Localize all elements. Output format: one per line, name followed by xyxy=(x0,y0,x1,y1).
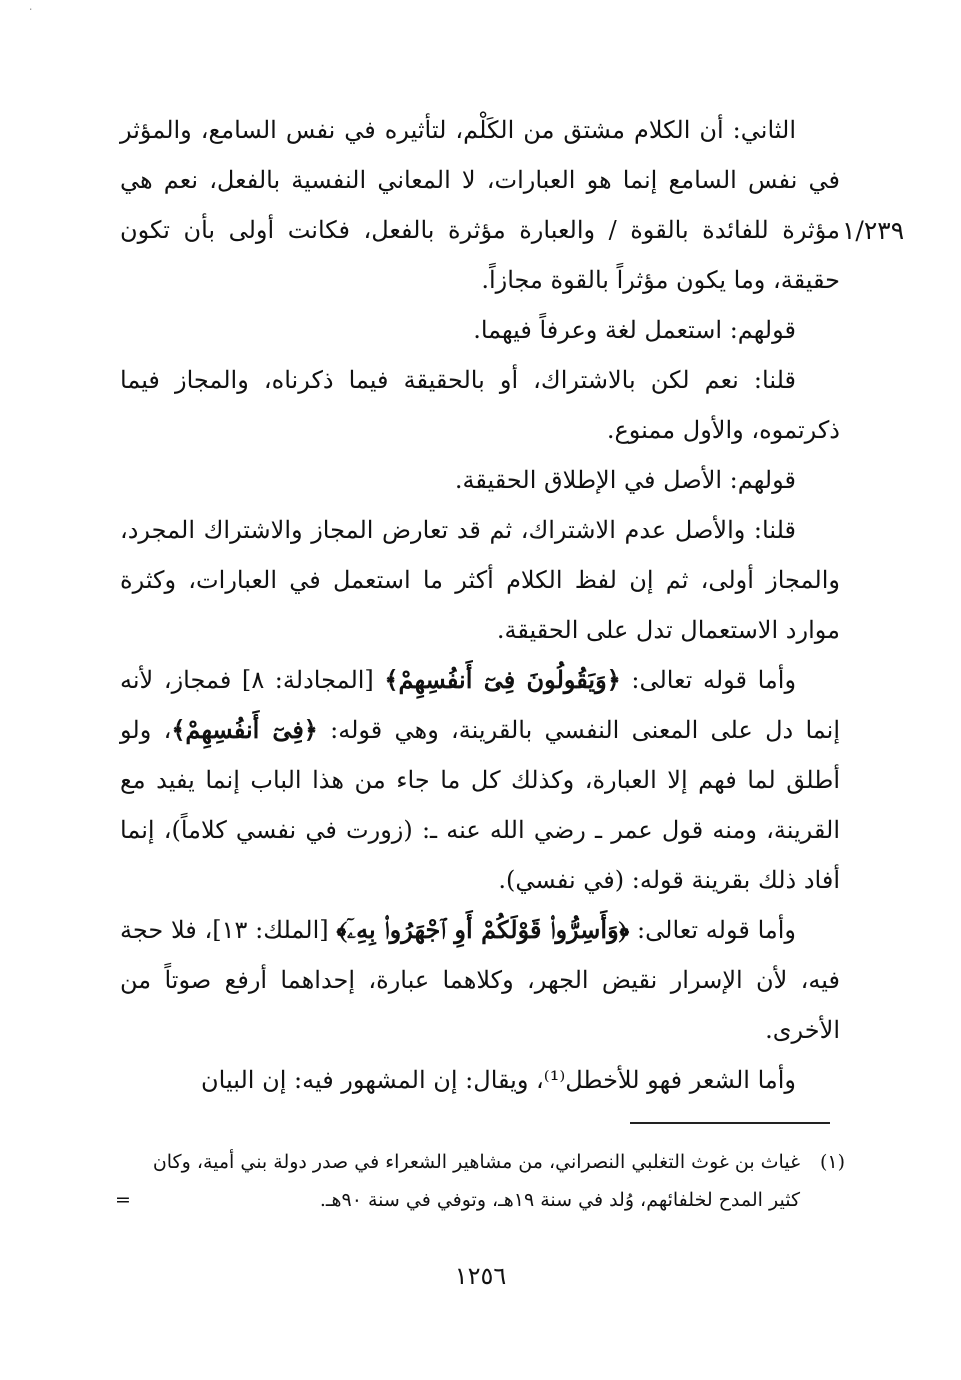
paragraph-6-part-c: ، ولو أطلق لما فهم إلا العبارة، وكذلك كل ما جاء من هذا الباب إنما يفيد مع القرينة، ومنه قول عمر ـ رضي الله عنه ـ: (زورت في نفسي كلاماً)، إنما أفاد ذلك بقرينة قوله: (في نفسي). xyxy=(120,716,840,894)
paragraph-3: قلنا: نعم لكن بالاشتراك، أو بالحقيقة فيما ذكرناه، والمجاز فيما ذكرتموه، والأول ممنوع. xyxy=(120,366,840,444)
corner-mark: ٠ xyxy=(28,4,34,15)
paragraph-6 xyxy=(120,655,840,905)
footnote-1 xyxy=(115,1143,845,1181)
paragraph-8: وأما الشعر فهو للأخطل⁽¹⁾، ويقال: إن المشهور فيه: إن البيان xyxy=(201,1066,796,1094)
footnote-1-continuation xyxy=(115,1181,845,1219)
page-number: ١٢٥٦ xyxy=(454,1262,507,1290)
main-text xyxy=(120,105,840,1105)
footnote-separator xyxy=(630,1122,830,1124)
paragraph-7 xyxy=(120,905,840,1055)
paragraph-7-part-a: وأما قوله تعالى: xyxy=(629,916,796,944)
paragraph-6-part-a: وأما قوله تعالى: xyxy=(620,666,797,694)
footnote-number: (١) xyxy=(819,1151,845,1173)
continued-mark: = xyxy=(115,1189,131,1211)
quran-verse-1: ﴿وَيَقُولُونَ فِىٓ أَنفُسِهِمْ﴾ xyxy=(384,665,621,694)
margin-page-reference: ١/٢٣٩ xyxy=(842,216,905,245)
quran-verse-2: ﴿فِىٓ أَنفُسِهِمْ﴾ xyxy=(171,715,318,744)
paragraph-1: الثاني: أن الكلام مشتق من الكَلْم، لتأثيره في نفس السامع، والمؤثر في نفس السامع إنما هو العبارات، لا المعاني النفسية بالفعل، نعم هي مؤثرة للفائدة بالقوة / والعبارة مؤثرة بالفعل، فكانت أولى بأن تكون حقيقة، وما يكون مؤثراً بالقوة مجازاً. xyxy=(120,116,841,294)
quran-verse-3: ﴿وَأَسِرُّوا۟ قَوْلَكُمْ أَوِ ٱجْهَرُوا۟ بِهِۦٓ﴾ xyxy=(336,915,630,944)
footnote-line-2: كثير المدح لخلفائهم، وُلد في سنة ١٩هـ، وتوفي في سنة ٩٠هـ. xyxy=(319,1189,800,1211)
footnote-line-1: غياث بن غوث التغلبي النصراني، من مشاهير الشعراء في صدر دولة بني أمية، وكان xyxy=(152,1151,800,1173)
paragraph-6-part-b: [المجادلة: ٨] فمجاز، لأنه إنما دل على المعنى النفسي بالقرينة، وهي قوله: xyxy=(120,666,840,744)
paragraph-4: قولهم: الأصل في الإطلاق الحقيقة. xyxy=(454,466,796,494)
footnotes xyxy=(115,1143,845,1219)
paragraph-2: قولهم: استعمل لغة وعرفاً فيهما. xyxy=(473,316,796,344)
paragraph-7-part-b: [الملك: ١٣]، فلا حجة فيه، لأن الإسرار نقيض الجهر، وكلاهما عبارة، إحداهما أرفع صوتاً من الأخرى. xyxy=(120,916,840,1044)
paragraph-5: قلنا: والأصل عدم الاشتراك، ثم قد تعارض المجاز والاشتراك المجرد، والمجاز أولى، ثم إن لفظ الكلام أكثر ما استعمل في العبارات، وكثرة موارد الاستعمال تدل على الحقيقة. xyxy=(120,516,840,644)
